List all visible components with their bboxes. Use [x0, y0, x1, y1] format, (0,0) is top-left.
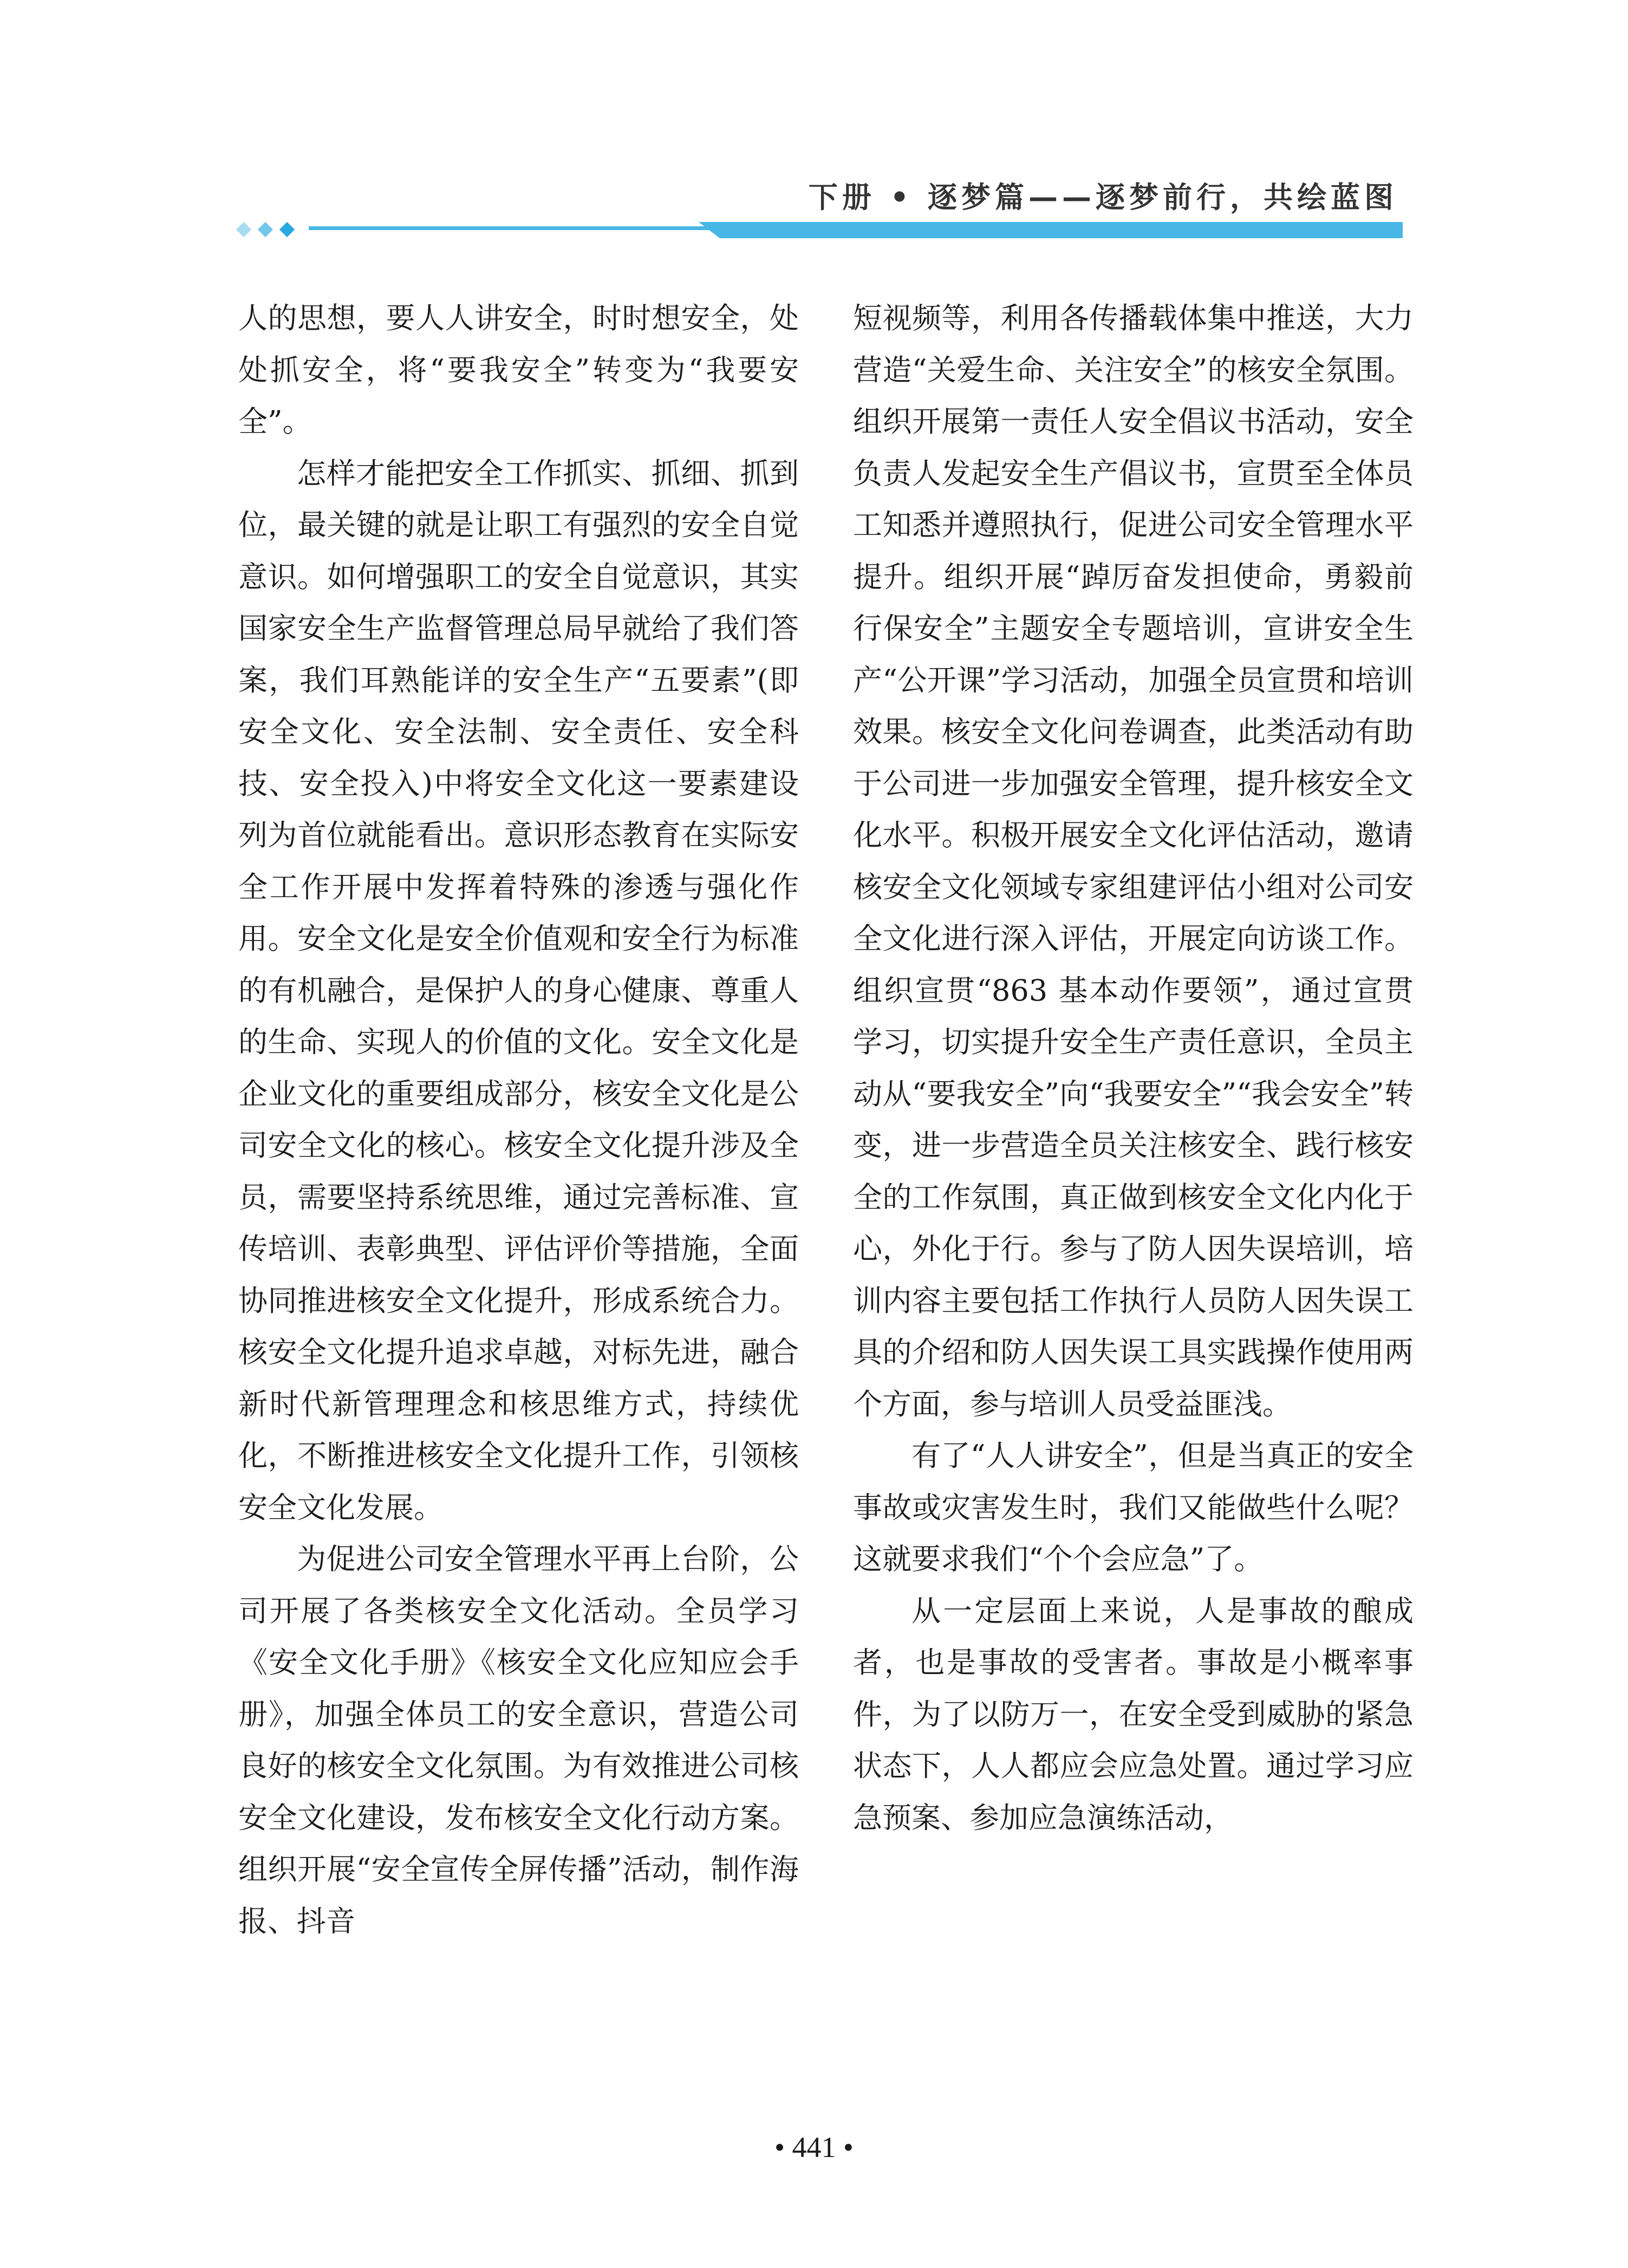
left-text-column: [238, 292, 799, 1947]
paragraph: 人的思想，要人人讲安全，时时想安全，处处抓安全，将“要我安全”转变为“我要安全”。: [238, 301, 799, 439]
header-accent-tab: [699, 222, 1403, 238]
paragraph: 短视频等，利用各传播载体集中推送，大力营造“关爱生命、关注安全”的核安全氛围。组织开展第一责任人安全倡议书活动，安全负责人发起安全生产倡议书，宣贯至全体员工知悉并遵照执行，促进公司安全管理水平提升。组织开展“踔厉奋发担使命，勇毅前行保安全”主题安全专题培训，宣讲安全生产“公开课”学习活动，加强全员宣贯和培训效果。核安全文化问卷调查，此类活动有助于公司进一步加强安全管理，提升核安全文化水平。积极开展安全文化评估活动，邀请核安全文化领域专家组建评估小组对公司安全文化进行深入评估，开展定向访谈工作。组织宣贯“863 基本动作要领”，通过宣贯学习，切实提升安全生产责任意识，全员主动从“要我安全”向“我要安全”“我会安全”转变，进一步营造全员关注核安全、践行核安全的工作氛围，真正做到核安全文化内化于心，外化于行。参与了防人因失误培训，培训内容主要包括工作执行人员防人因失误工具的介绍和防人因失误工具实践操作使用两个方面，参与培训人员受益匪浅。: [853, 301, 1414, 1421]
diamond-icon: [236, 222, 251, 237]
diamond-icon: [258, 222, 273, 237]
paragraph: 有了“人人讲安全”，但是当真正的安全事故或灾害发生时，我们又能做些什么呢？这就要求我们“个个会应急”了。: [853, 1439, 1414, 1576]
header-rule: [309, 226, 1403, 230]
paragraph: 怎样才能把安全工作抓实、抓细、抓到位，最关键的就是让职工有强烈的安全自觉意识。如何增强职工的安全自觉意识，其实国家安全生产监督管理总局早就给了我们答案，我们耳熟能详的安全生产“五要素”(即安全文化、安全法制、安全责任、安全科技、安全投入)中将安全文化这一要素建设列为首位就能看出。意识形态教育在实际安全工作开展中发挥着特殊的渗透与强化作用。安全文化是安全价值观和安全行为标准的有机融合，是保护人的身心健康、尊重人的生命、实现人的价值的文化。安全文化是企业文化的重要组成部分，核安全文化是公司安全文化的核心。核安全文化提升涉及全员，需要坚持系统思维，通过完善标准、宣传培训、表彰典型、评估评价等措施，全面协同推进核安全文化提升，形成系统合力。核安全文化提升追求卓越，对标先进，融合新时代新管理理念和核思维方式，持续优化，不断推进核安全文化提升工作，引领核安全文化发展。: [238, 456, 799, 1525]
paragraph: 为促进公司安全管理水平再上台阶，公司开展了各类核安全文化活动。全员学习《安全文化手册》《核安全文化应知应会手册》，加强全体员工的安全意识，营造公司良好的核安全文化氛围。为有效推进公司核安全文化建设，发布核安全文化行动方案。组织开展“安全宣传全屏传播”活动，制作海报、抖音: [238, 1542, 799, 1938]
running-header-title: 下册 • 逐梦篇——逐梦前行，共绘蓝图: [808, 180, 1398, 214]
diamond-icon: [279, 222, 295, 237]
header-diamond-ornament: [238, 224, 292, 235]
page-number: • 441 •: [774, 2131, 854, 2164]
paragraph: 从一定层面上来说，人是事故的酿成者，也是事故的受害者。事故是小概率事件，为了以防万一，在安全受到威胁的紧急状态下，人人都应会应急处置。通过学习应急预案、参加应急演练活动，: [853, 1593, 1414, 1835]
right-text-column: [853, 292, 1414, 1844]
